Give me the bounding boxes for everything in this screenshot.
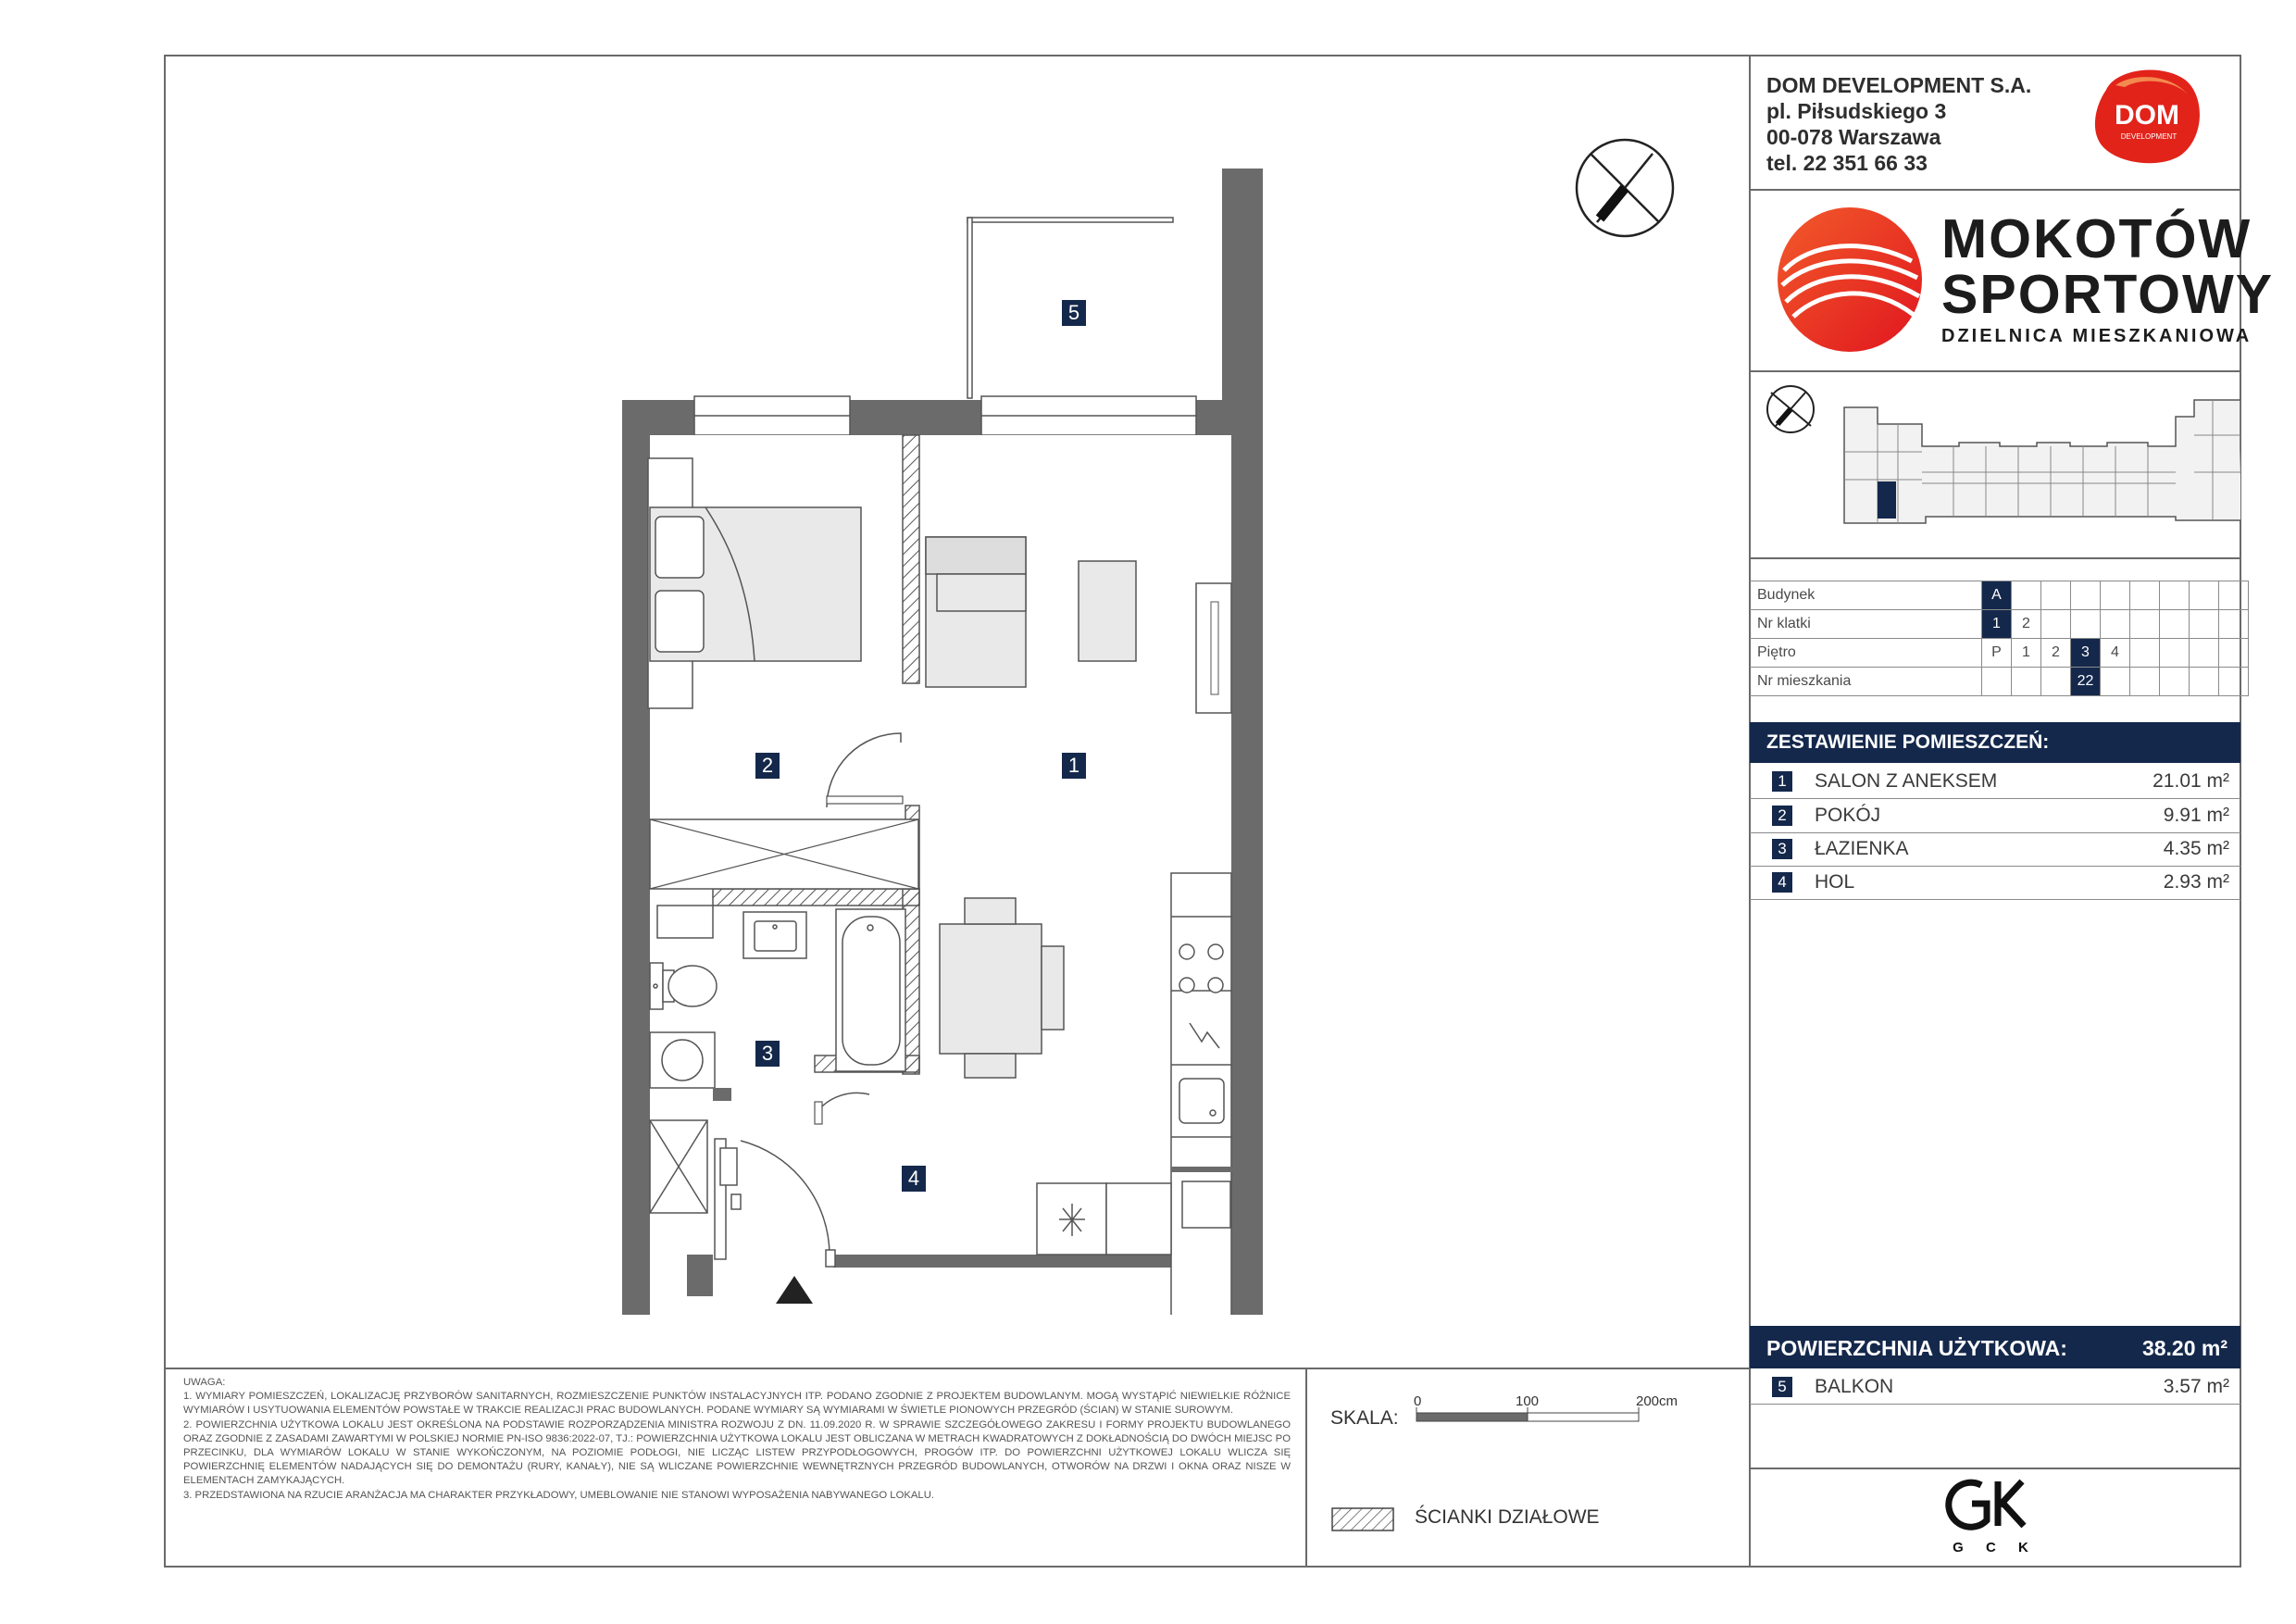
room-area: 4.35 m² [2163,838,2229,859]
location-cell [2160,610,2190,639]
location-cell [2190,610,2219,639]
room-area: 2.93 m² [2163,871,2229,893]
wardrobe [650,819,918,889]
coffee-table [1079,561,1136,661]
company-city: 00-078 Warszawa [1766,125,1941,149]
entrance-arrow-icon [776,1276,813,1304]
room-row-3 [1750,832,2240,867]
location-cell: 1 [1982,610,2012,639]
toilet [650,963,717,1009]
project-name-line2: SPORTOWY [1941,264,2275,325]
notes-divider [164,1368,1750,1369]
plan-label-room-1: 1 [1062,753,1086,779]
company-phone: tel. 22 351 66 33 [1766,151,1928,175]
location-cell [2071,581,2101,610]
hall-cabinets [1037,1183,1171,1255]
project-subtitle: DZIELNICA MIESZKANIOWA [1941,326,2252,346]
balcony [967,169,1263,400]
entrance-storage [650,1120,707,1213]
location-cell [2071,610,2101,639]
location-cell [2101,610,2130,639]
location-cell: 2 [2041,639,2071,668]
room-name: ŁAZIENKA [1815,838,1909,859]
dom-logo-word: DOM [2115,100,2179,131]
room-number-badge: 5 [1772,1377,1792,1397]
sofa [926,537,1026,687]
location-cell [2101,668,2130,696]
mokotow-sportowy-logo-mark [1773,206,1927,354]
location-cell: A [1982,581,2012,610]
location-cell [2160,639,2190,668]
location-cell [2190,639,2219,668]
balcony-row [1750,1370,2240,1405]
apartment-highlight [1878,481,1896,518]
notes-title: UWAGA: [183,1377,226,1388]
usable-area-value: 38.20 m² [2141,1336,2227,1360]
room-number-badge: 4 [1772,872,1792,893]
plan-label-room-2: 2 [755,753,780,779]
room-row-1 [1750,765,2240,799]
room-name: SALON Z ANEKSEM [1815,770,1998,792]
compass-icon [1574,137,1676,239]
tv-cabinet [1196,583,1231,713]
location-cell [2219,668,2249,696]
location-cell [2041,610,2071,639]
room-row-2 [1750,799,2240,833]
balcony-divider [1749,1468,2241,1469]
location-cell [2130,639,2160,668]
keyplan-divider [1749,557,2241,559]
location-row [1750,668,2249,696]
location-cell [2130,581,2160,610]
key-plan [1759,380,2240,551]
location-cell [2041,668,2071,696]
location-table [1750,581,2249,696]
location-cell [2130,610,2160,639]
note-3: 3. PRZEDSTAWIONA NA RZUCIE ARANŻACJA MA CHARAKTER PRZYKŁADOWY, UMEBLOWANIE NIE STANOWI WYPOSAŻENIA NABYWANEGO LOKALU. [183,1489,935,1501]
location-cell [1982,668,2012,696]
room-area: 21.01 m² [2152,770,2229,792]
room-name: HOL [1815,871,1855,893]
location-cell [2190,581,2219,610]
location-cell [2101,581,2130,610]
note-1: 1. WYMIARY POMIESZCZEŃ, LOKALIZACJĘ PRZYBORÓW SANITARNYCH, ROZMIESZCZENIE PUNKTÓW INSTALACYJNYCH ITP. PODANO ZGODNIE Z PROJEKTEM BUDOWLANYM. MOGĄ WYSTĄPIĆ NIEWIELKIE RÓŻNICE WYMIARÓW I USYTUOWANIA ELEMENTÓW POWSTAŁE W TRAKCIE REALIZACJI PRAC BUDOWLANYCH. PODANE WYMIARY SĄ WYMIARAMI W ŚWIETLE PIONOWYCH PRZEGRÓD (ŚCIAN) W STANIE SUROWYM. [183,1391,1291,1417]
location-cell: 3 [2071,639,2101,668]
location-row-label: Budynek [1750,581,1982,610]
dom-logo-sub: DEVELOPMENT [2120,132,2177,141]
location-cell: 2 [2012,610,2041,639]
location-cell: 4 [2101,639,2130,668]
location-cell [2190,668,2219,696]
washing-machine [650,1032,715,1088]
scale-tick-100: 100 [1516,1394,1540,1409]
location-cell [2219,610,2249,639]
room-number-badge: 3 [1772,839,1792,859]
shaft [1182,1181,1230,1228]
plan-label-room-4: 4 [902,1166,926,1192]
location-cell [2219,581,2249,610]
scale-label: SKALA: [1330,1407,1399,1429]
location-row-label: Nr klatki [1750,610,1982,639]
hatch-legend-icon [1331,1507,1394,1531]
location-row [1750,610,2249,639]
location-cell [2041,581,2071,610]
scale-bar [1412,1394,1690,1431]
location-cell [2012,668,2041,696]
gck-letters: G C K [1953,1540,2038,1555]
room-name: BALKON [1815,1376,1894,1397]
room-area: 3.57 m² [2163,1376,2229,1397]
company-name: DOM DEVELOPMENT S.A. [1766,73,2032,97]
company-street: pl. Piłsudskiego 3 [1766,99,1947,123]
location-cell: 22 [2071,668,2101,696]
location-row [1750,581,2249,610]
legend-partition-walls: ŚCIANKI DZIAŁOWE [1415,1506,1600,1528]
note-2: 2. POWIERZCHNIA UŻYTKOWA LOKALU JEST OKREŚLONA NA PODSTAWIE ROZPORZĄDZENIA MINISTRA ROZWOJU Z DN. 11.09.2020 R. W SPRAWIE SZCZEGÓŁOWEGO ZAKRESU I FORMY PROJEKTU BUDOWLANEGO ORAZ ZGODNIE Z ZASADAMI ZAWARTYMI W POLSKIEJ NORMIE PN-ISO 9836:2022-07, TJ.: POWIERZCHNIA UŻYTKOWA LOKALU JEST OBLICZANA W METRACH KWADRATOWYCH Z DOKŁADNOŚCIĄ DO DWÓCH MIEJSC PO PRZECINKU, DLA WYMIARÓW LOKALU W STANIE WYKOŃCZONYM, NA POZIOMIE PODŁOGI, NIE LICZĄC LISTEW PRZYPODŁOGOWYCH, PROGÓW ITP. DO POWIERZCHNI UŻYTKOWEJ LOKALU WLICZA SIĘ POWIERZCHNIĘ ELEMENTÓW NADAJĄCYCH SIĘ DO DEMONTAŻU (RURY, KANAŁY), NIE SĄ WLICZANE POWIERZCHNIE WEWNĘTRZNYCH PRZEGRÓD BUDOWLANYCH, OTWORÓW NA DRZWI I OKNA ORAZ NISZE W ELEMENTACH ZAMYKAJĄCYCH. [183,1418,1291,1487]
location-row-label: Piętro [1750,639,1982,668]
location-cell: 1 [2012,639,2041,668]
scale-tick-200: 200cm [1636,1394,1678,1409]
project-name-line1: MOKOTÓW [1941,208,2252,269]
room-number-badge: 2 [1772,806,1792,826]
compass-small-icon [1767,386,1814,432]
project-divider [1749,370,2241,372]
rooms-header: ZESTAWIENIE POMIESZCZEŃ: [1750,722,2240,763]
building-outline [1844,400,2240,523]
room-row-4 [1750,866,2240,900]
location-row [1750,639,2249,668]
location-cell [2160,581,2190,610]
room-area: 9.91 m² [2163,805,2229,826]
dom-development-logo [2088,67,2208,169]
notes [183,1376,1291,1503]
window-left [694,396,850,435]
scale-tick-0: 0 [1414,1394,1422,1409]
room-number-badge: 1 [1772,771,1792,792]
location-cell [2160,668,2190,696]
usable-area-label: POWIERZCHNIA UŻYTKOWA: [1766,1336,2067,1360]
plan-label-room-5: 5 [1062,300,1086,326]
location-cell [2130,668,2160,696]
room-name: POKÓJ [1815,805,1881,826]
gck-logo [1944,1476,2046,1559]
location-cell: P [1982,639,2012,668]
company-divider [1749,189,2241,191]
plan-label-room-3: 3 [755,1041,780,1067]
location-cell [2219,639,2249,668]
floor-plan [593,157,1278,1315]
usable-area-bar [1750,1326,2240,1368]
location-cell [2012,581,2041,610]
kitchen-counter [1171,873,1231,1315]
scale-divider [1305,1368,1307,1568]
location-row-label: Nr mieszkania [1750,668,1982,696]
company-address [1766,72,2031,176]
